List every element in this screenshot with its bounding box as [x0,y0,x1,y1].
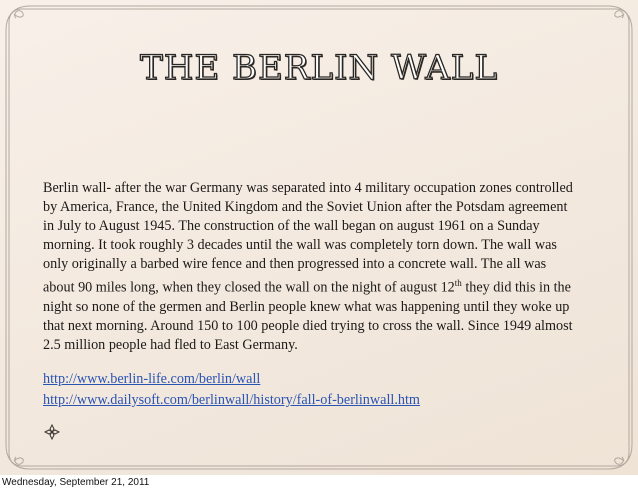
link-dailysoft[interactable]: http://www.dailysoft.com/berlinwall/history/fall-of-berlinwall.htm [43,392,420,408]
link-list [43,369,563,411]
paragraph-part-1: Berlin wall- after the war Germany was separated into 4 military occupation zones controlled by America, France, the United Kingdom and the Soviet Union after the Potsdam agreement in July to August 1945. The construction of the wall began on august 1961 on a Sunday morning. It took roughly 3 decades until the wall was completely torn down. The wall was only originally a barbed wire fence and then progressed into a concrete wall. The all was about 90 miles long, when they closed the wall on the night of august 12 [43,180,573,297]
link-berlin-life[interactable]: http://www.berlin-life.com/berlin/wall [43,371,261,387]
fleuron-icon [44,424,60,440]
body-paragraph [43,179,573,356]
slide-title: THE BERLIN WALL [140,48,498,88]
footer-date: Wednesday, September 21, 2011 [2,477,150,488]
paragraph-part-2: they did this in the night so none of the germen and Berlin people knew what was happening until they woke up that next morning. Around 150 to 100 people died trying to cross the wall. Since 1949 almost 2.5 million people had fled to East Germany. [43,280,573,354]
paragraph-superscript: th [454,278,462,289]
